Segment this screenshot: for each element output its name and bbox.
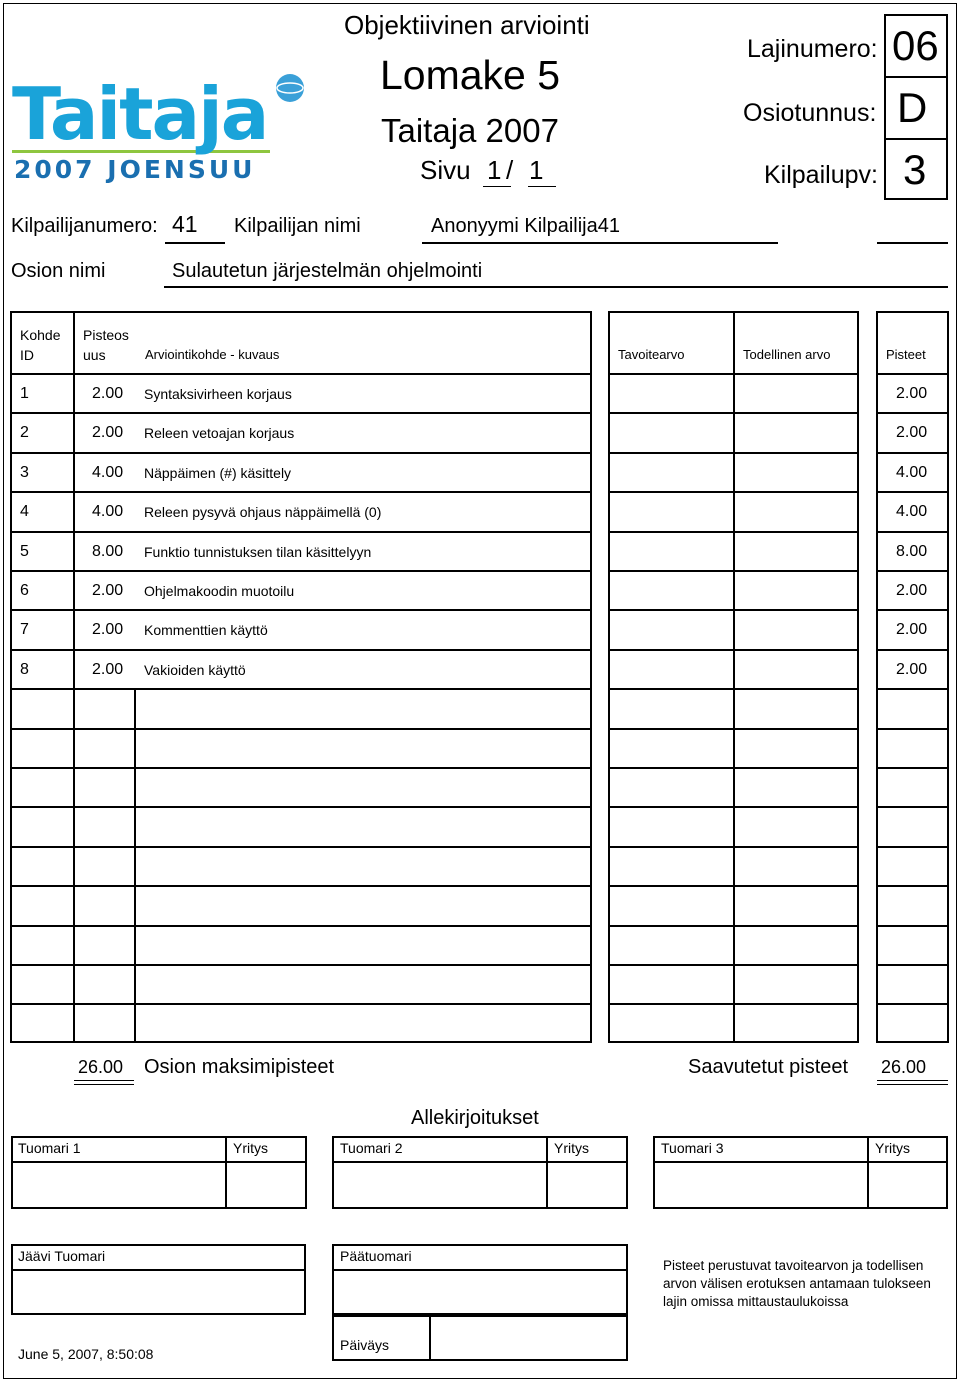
row-score: 2.00 bbox=[896, 661, 928, 678]
row-description: Ohjelmakoodin muotoilu bbox=[144, 583, 295, 599]
row-id: 1 bbox=[20, 385, 29, 402]
form-title-form-number: Lomake 5 bbox=[380, 52, 561, 98]
row-id: 8 bbox=[20, 661, 29, 678]
row-points: 4.00 bbox=[92, 503, 124, 520]
row-description: Syntaksivirheen korjaus bbox=[144, 386, 292, 402]
row-id: 4 bbox=[20, 503, 29, 520]
row-description: Funktio tunnistuksen tilan käsittelyyn bbox=[144, 544, 372, 560]
row-score: 4.00 bbox=[896, 464, 928, 481]
osiotunnus-label: Osiotunnus: bbox=[743, 99, 877, 127]
judge3-divider-h bbox=[653, 1161, 948, 1163]
competitor-name-value: Anonyymi Kilpailija41 bbox=[431, 215, 620, 237]
header-target-value: Tavoitearvo bbox=[618, 347, 685, 362]
scoring-note: Pisteet perustuvat tavoitearvon ja todellisen arvon välisen erotuksen antamaan tulokseen lajin omissa mittaustaulukoissa bbox=[663, 1258, 931, 1309]
logo-wordmark: Taitaja bbox=[12, 72, 268, 156]
header-target-id-line1: Kohde bbox=[20, 327, 61, 343]
row-score: 2.00 bbox=[896, 424, 928, 441]
row-description: Releen vetoajan korjaus bbox=[144, 425, 295, 441]
head-judge-divider bbox=[332, 1269, 628, 1271]
form-title-event: Taitaja 2007 bbox=[381, 112, 559, 149]
form-title-objective: Objektiivinen arviointi bbox=[344, 10, 590, 40]
header-score: Pisteet bbox=[886, 347, 926, 362]
competitor-number-label: Kilpailijanumero: bbox=[11, 215, 158, 237]
row-id: 6 bbox=[20, 582, 29, 599]
section-name-label: Osion nimi bbox=[11, 260, 106, 282]
header-points-line1: Pisteos bbox=[83, 327, 129, 343]
page-label: Sivu bbox=[420, 155, 471, 185]
row-points: 2.00 bbox=[92, 385, 124, 402]
kilpailupv-value: 3 bbox=[903, 146, 927, 193]
row-points: 2.00 bbox=[92, 621, 124, 638]
page-total: 1 bbox=[529, 155, 544, 185]
row-points: 8.00 bbox=[92, 543, 124, 560]
row-id: 5 bbox=[20, 543, 29, 560]
max-points-double-underline bbox=[74, 1084, 134, 1085]
print-timestamp: June 5, 2007, 8:50:08 bbox=[18, 1346, 154, 1362]
header-actual-value: Todellinen arvo bbox=[743, 347, 831, 362]
max-points-label: Osion maksimipisteet bbox=[144, 1056, 335, 1078]
row-score: 2.00 bbox=[896, 621, 928, 638]
date-divider bbox=[429, 1315, 431, 1361]
judge1-label: Tuomari 1 bbox=[18, 1140, 81, 1156]
logo-subtitle: 2007 JOENSUU bbox=[14, 155, 256, 184]
judge1-divider-h bbox=[11, 1161, 307, 1163]
achieved-points-label: Saavutetut pisteet bbox=[688, 1056, 849, 1078]
row-id: 2 bbox=[20, 424, 29, 441]
row-points: 2.00 bbox=[92, 424, 124, 441]
row-description: Kommenttien käyttö bbox=[144, 622, 268, 638]
section-name-value: Sulautetun järjestelmän ohjelmointi bbox=[172, 260, 483, 282]
judge2-company-label: Yritys bbox=[554, 1140, 589, 1156]
max-points-value: 26.00 bbox=[78, 1057, 124, 1077]
row-description: Näppäimen (#) käsittely bbox=[144, 465, 292, 481]
judge2-label: Tuomari 2 bbox=[340, 1140, 403, 1156]
lajinumero-label: Lajinumero: bbox=[747, 35, 878, 63]
header-target-id-line2: ID bbox=[20, 347, 34, 363]
recused-judge-label: Jäävi Tuomari bbox=[18, 1248, 106, 1264]
row-description: Vakioiden käyttö bbox=[144, 662, 246, 678]
row-id: 3 bbox=[20, 464, 29, 481]
header-points-line2: uus bbox=[83, 347, 106, 363]
header-description: Arviointikohde - kuvaus bbox=[145, 347, 280, 362]
max-points-double-underline bbox=[74, 1080, 134, 1081]
row-points: 2.00 bbox=[92, 582, 124, 599]
judge3-company-label: Yritys bbox=[875, 1140, 910, 1156]
date-label: Päiväys bbox=[340, 1337, 390, 1353]
row-score: 8.00 bbox=[896, 543, 928, 560]
signatures-title: Allekirjoitukset bbox=[411, 1107, 539, 1129]
row-score: 2.00 bbox=[896, 582, 928, 599]
row-id: 7 bbox=[20, 621, 29, 638]
row-score: 2.00 bbox=[896, 385, 928, 402]
judge3-label: Tuomari 3 bbox=[661, 1140, 724, 1156]
row-points: 4.00 bbox=[92, 464, 124, 481]
achieved-points-double-underline bbox=[877, 1080, 948, 1081]
judge3-divider-v bbox=[867, 1136, 869, 1209]
page-current: 1 bbox=[487, 155, 502, 185]
kilpailupv-label: Kilpailupv: bbox=[764, 161, 878, 189]
judge1-divider-v bbox=[225, 1136, 227, 1209]
row-points: 2.00 bbox=[92, 661, 124, 678]
page-separator: / bbox=[506, 155, 514, 185]
row-score: 4.00 bbox=[896, 503, 928, 520]
row-description: Releen pysyvä ohjaus näppäimellä (0) bbox=[144, 504, 382, 520]
achieved-points-double-underline bbox=[877, 1084, 948, 1085]
judge2-divider-h bbox=[332, 1161, 628, 1163]
lajinumero-value: 06 bbox=[892, 22, 939, 69]
achieved-points-value: 26.00 bbox=[881, 1057, 927, 1077]
osiotunnus-value: D bbox=[897, 84, 928, 131]
recused-judge-divider bbox=[11, 1269, 306, 1271]
judge2-divider-v bbox=[546, 1136, 548, 1209]
judge1-company-label: Yritys bbox=[233, 1140, 268, 1156]
head-judge-label: Päätuomari bbox=[340, 1248, 412, 1264]
competitor-name-label: Kilpailijan nimi bbox=[234, 215, 361, 237]
competitor-number-value: 41 bbox=[172, 211, 198, 237]
